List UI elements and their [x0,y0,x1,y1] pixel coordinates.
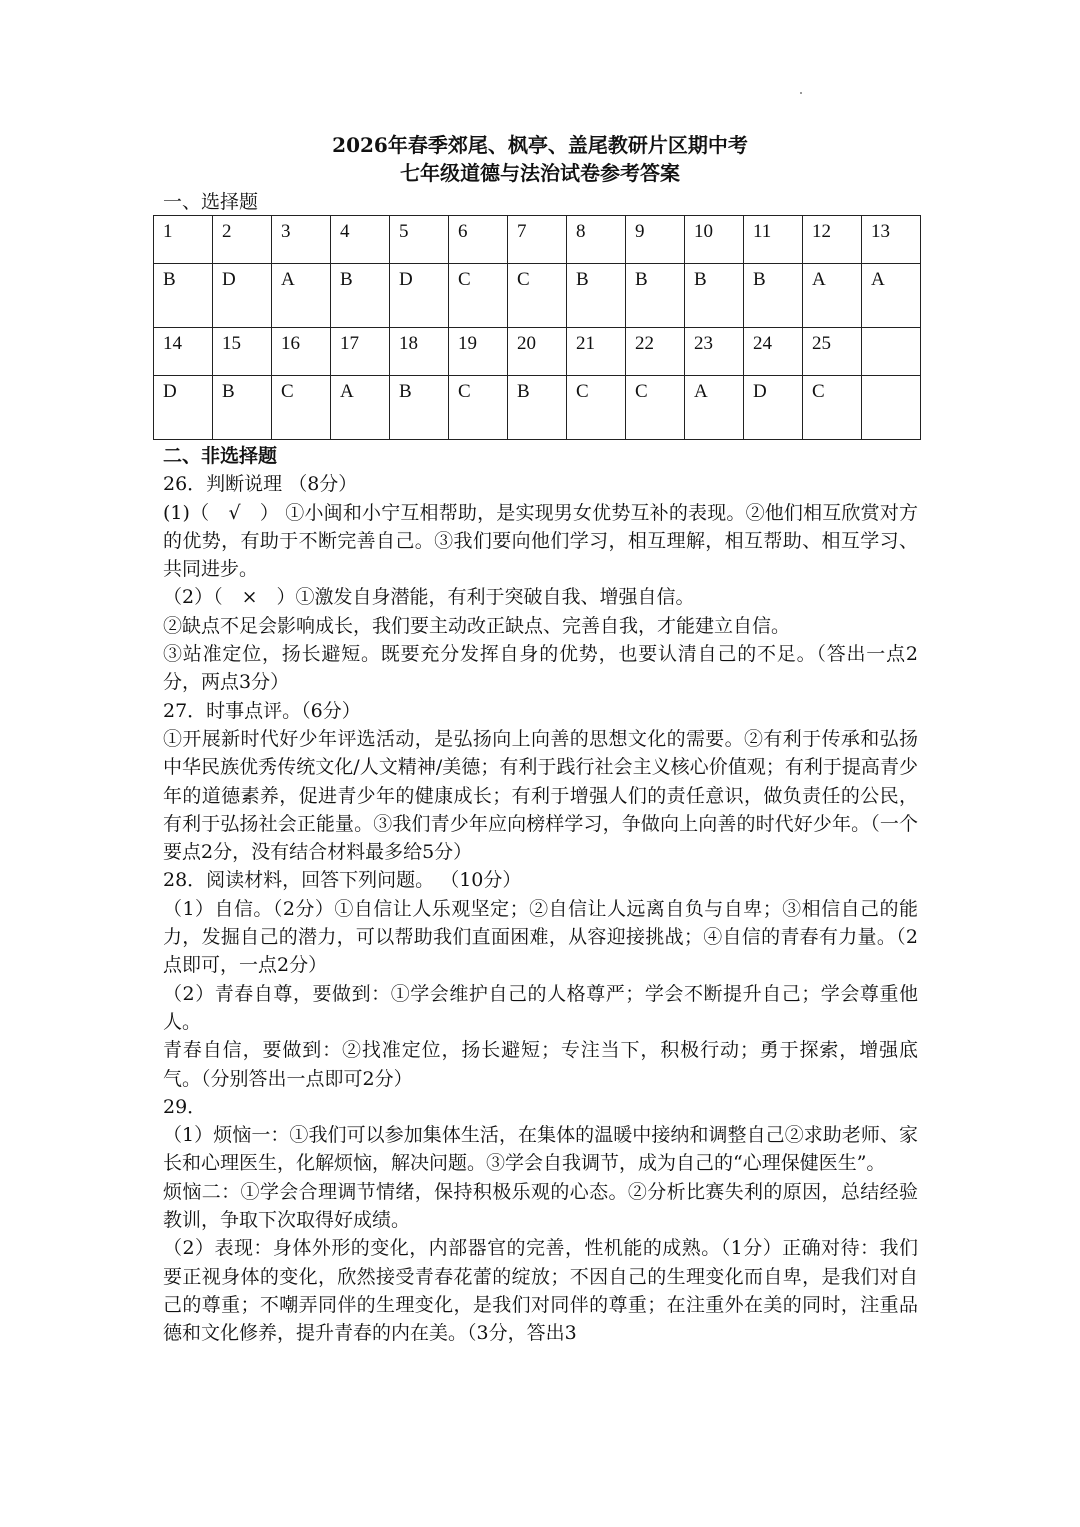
answer-paragraph: ②缺点不足会影响成长，我们要主动改正缺点、完善自我，才能建立自信。 [163,614,791,637]
question-number-cell: 20 [508,328,567,376]
answer-paragraph: （2）表现：身体外形的变化，内部器官的完善，性机能的成熟。（1分）正确对待：我们要正视身体的变化，欣然接受青春花蕾的绽放；不因自己的生理变化而自卑，是我们对自己的尊重；不嘲弄同伴的生理变化，是我们对同伴的尊重；在注重外在美的同时，注重品德和文化修养，提升青春的内在美。（3分，答出3 [163,1237,918,1345]
choice-answer-table [153,215,921,440]
answer-letter-cell: D [213,264,272,328]
answer-letter-cell: A [862,264,921,328]
question-number-row [154,328,921,376]
answer-letter-cell: B [567,264,626,328]
question-number-cell: 13 [862,216,921,264]
answer-letter-row [154,264,921,328]
non-choice-answers [163,442,918,1348]
question-number-cell: 21 [567,328,626,376]
question-number-cell: 24 [744,328,803,376]
question-number-cell: 6 [449,216,508,264]
question-number-cell: 8 [567,216,626,264]
question-number-cell: 15 [213,328,272,376]
answer-paragraph: (1)（ √ ） ①小闽和小宁互相帮助，是实现男女优势互补的表现。②他们相互欣赏对方的优势，有助于不断完善自己。③我们要向他们学习，相互理解，相互帮助、相互学习、共同进步。 [163,501,918,581]
answer-letter-cell: B [626,264,685,328]
answer-letter-cell: A [331,376,390,440]
answer-paragraph: 烦恼二：①学会合理调节情绪，保持积极乐观的心态。②分析比赛失利的原因，总结经验教训，争取下次取得好成绩。 [163,1180,918,1232]
answer-letter-cell: B [744,264,803,328]
question-number-cell: 18 [390,328,449,376]
exam-subtitle: 七年级道德与法治试卷参考答案 [400,161,680,185]
question-number-cell: 2 [213,216,272,264]
section-heading-non-choice: 二、非选择题 [163,445,278,467]
answer-paragraph: 28．阅读材料，回答下列问题。 （10分） [163,869,522,892]
answer-letter-cell: B [213,376,272,440]
question-number-cell: 1 [154,216,213,264]
question-number-cell: 25 [803,328,862,376]
question-number-row [154,216,921,264]
question-number-cell: 17 [331,328,390,376]
answer-letter-cell: C [567,376,626,440]
answer-letter-cell: A [272,264,331,328]
question-number-cell: 19 [449,328,508,376]
question-number-cell [862,328,921,376]
answer-letter-cell: D [744,376,803,440]
answer-letter-cell: B [390,376,449,440]
scan-speck [800,92,802,94]
question-number-cell: 7 [508,216,567,264]
question-number-cell: 4 [331,216,390,264]
answer-letter-cell: B [685,264,744,328]
question-number-cell: 10 [685,216,744,264]
question-number-cell: 23 [685,328,744,376]
answer-paragraph: 26．判断说理 （8分） [163,473,358,496]
question-number-cell: 5 [390,216,449,264]
answer-paragraph: 27．时事点评。（6分） [163,699,361,722]
answer-letter-cell: B [154,264,213,328]
answer-paragraph: （2）（ × ）①激发自身潜能，有利于突破自我、增强自信。 [163,586,695,609]
answer-paragraph: 29． [163,1095,207,1118]
answer-letter-cell: C [272,376,331,440]
answer-letter-cell: C [508,264,567,328]
question-number-cell: 14 [154,328,213,376]
question-number-cell: 16 [272,328,331,376]
answer-letter-cell: D [154,376,213,440]
exam-title: 2026年春季郊尾、枫亭、盖尾教研片区期中考 [332,133,748,157]
question-number-cell: 12 [803,216,862,264]
question-number-cell: 9 [626,216,685,264]
answer-letter-row [154,376,921,440]
answer-paragraph: （2）青春自尊，要做到：①学会维护自己的人格尊严；学会不断提升自己；学会尊重他人。 [163,982,918,1033]
answer-paragraph: ③站准定位，扬长避短。既要充分发挥自身的优势，也要认清自己的不足。（答出一点2分，两点3分） [163,643,918,694]
answer-paragraph: （1）自信。（2分）①自信让人乐观坚定；②自信让人远离自负与自卑；③相信自己的能力，发掘自己的潜力，可以帮助我们直面困难，从容迎接挑战；④自信的青春有力量。（2点即可，一点2分） [163,897,918,977]
answer-letter-cell: C [449,376,508,440]
answer-letter-cell: D [390,264,449,328]
question-number-cell: 11 [744,216,803,264]
answer-paragraph: （1）烦恼一：①我们可以参加集体生活，在集体的温暖中接纳和调整自己②求助老师、家长和心理医生，化解烦恼，解决问题。③学会自我调节，成为自己的“心理保健医生”。 [163,1124,918,1175]
answer-letter-cell: B [331,264,390,328]
question-number-cell: 3 [272,216,331,264]
answer-letter-cell [862,376,921,440]
answer-letter-cell: A [803,264,862,328]
answer-letter-cell: C [449,264,508,328]
answer-paragraph: ①开展新时代好少年评选活动，是弘扬向上向善的思想文化的需要。②有利于传承和弘扬中华民族优秀传统文化/人文精神/美德；有利于践行社会主义核心价值观；有利于提高青少年的道德素养，促进青少年的健康成长；有利于增强人们的责任意识，做负责任的公民，有利于弘扬社会正能量。③我们青少年应向榜样学习，争做向上向善的时代好少年。（一个要点2分，没有结合材料最多给5分） [163,727,918,864]
answer-letter-cell: C [626,376,685,440]
question-number-cell: 22 [626,328,685,376]
answer-letter-cell: C [803,376,862,440]
answer-letter-cell: B [508,376,567,440]
answer-letter-cell: A [685,376,744,440]
answer-paragraph: 青春自信，要做到：②找准定位，扬长避短；专注当下，积极行动；勇于探索，增强底气。（分别答出一点即可2分） [163,1039,918,1090]
section-heading-choice: 一、选择题 [163,191,259,213]
